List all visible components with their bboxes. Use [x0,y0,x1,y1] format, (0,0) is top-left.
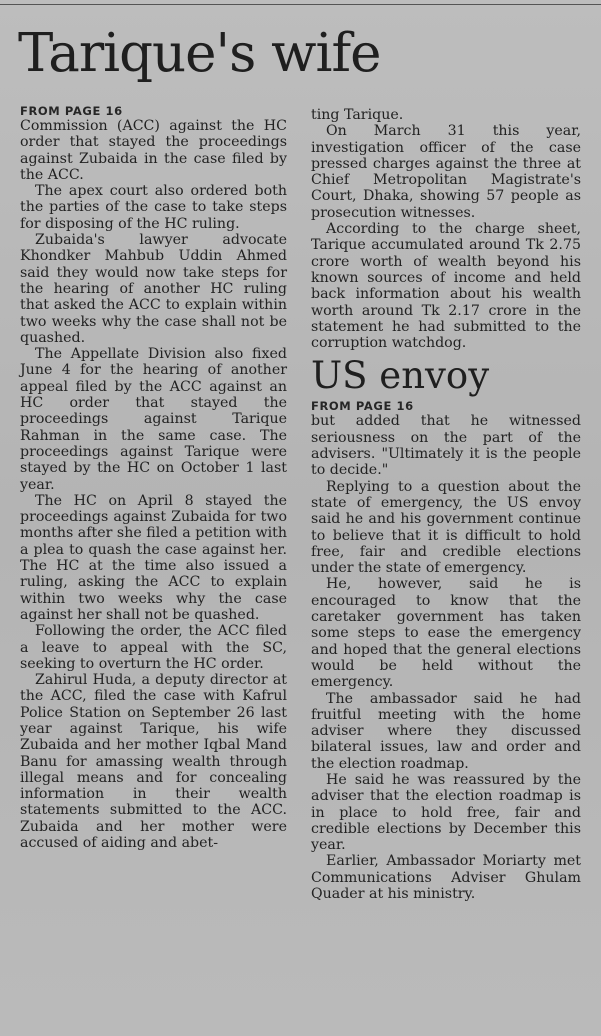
paragraph: Following the order, the ACC filed a leave to appeal with the SC, seeking to overturn the HC order. [20,623,287,672]
paragraph: Commission (ACC) against the HC order that stayed the proceedings against Zubaida in the case filed by the ACC. [20,118,287,183]
left-column [20,104,287,851]
paragraph-lead: but added that he witnessed seriousness on the part of the advisers. "Ultimately it is the people to decide." [311,413,581,479]
headline: Tarique's wife [18,23,381,84]
kicker-from-page: FROM PAGE 16 [20,104,123,118]
paragraph: The HC on April 8 stayed the proceedings against Zubaida for two months after she filed a petition with a plea to quash the case against her. The HC at the time also issued a ruling, asking the ACC to explain within two weeks why the case against her shall not be quashed. [20,492,287,623]
paragraph: According to the charge sheet, Tarique accumulated around Tk 2.75 crore worth of wealth beyond his known sources of income and held back information about his wealth worth around Tk 2.17 crore in the statement he had submitted to the corruption watchdog. [311,221,581,352]
paragraph: The ambassador said he had fruitful meeting with the home adviser where they discussed bilateral issues, law and order and the election roadmap. [311,690,581,772]
paragraph: He said he was reassured by the adviser that the election roadmap is in place to hold free, fair and credible elections by December this year. [311,771,581,854]
paragraph: Earlier, Ambassador Moriarty met Communications Adviser Ghulam Quader at his ministry. [311,853,581,903]
top-rule [0,4,601,5]
paragraph: The Appellate Division also fixed June 4 for the hearing of another appeal filed by the ACC against an HC order that stayed the proceedings against Tarique Rahman in the same case. The proceedings against Tarique were stayed by the HC on October 1 last year. [20,346,287,493]
kicker-from-page: FROM PAGE 16 [311,399,414,414]
right-column [311,107,581,902]
paragraph: Zahirul Huda, a deputy director at the ACC, filed the case with Kafrul Police Station on September 26 last year against Tarique, his wife Zubaida and her mother Iqbal Mand Banu for amassing wealth through illegal means and for concealing information in their wealth statements submitted to the ACC. Zubaida and her mother were accused of aiding and abet- [20,672,287,852]
paragraph: He, however, said he is encouraged to know that the caretaker government has taken some steps to ease the emergency and hoped that the general elections would be held without the emergency. [311,576,581,691]
paragraph: The apex court also ordered both the parties of the case to take steps for disposing of the HC ruling. [20,183,287,232]
paragraph-continuation: ting Tarique. [311,107,404,123]
second-story-headline: US envoy [311,354,490,398]
paragraph: Replying to a question about the state of emergency, the US envoy said he and his government continue to believe that it is difficult to hold free, fair and credible elections under the state of emergency. [311,478,581,577]
paragraph: On March 31 this year, investigation officer of the case pressed charges against the three at Chief Metropolitan Magistrate's Court, Dhaka, showing 57 people as prosecution witnesses. [311,123,581,221]
paragraph: Zubaida's lawyer advocate Khondker Mahbub Uddin Ahmed said they would now take steps for the hearing of another HC ruling that asked the ACC to explain within two weeks why the case shall not be quashed. [20,232,287,346]
